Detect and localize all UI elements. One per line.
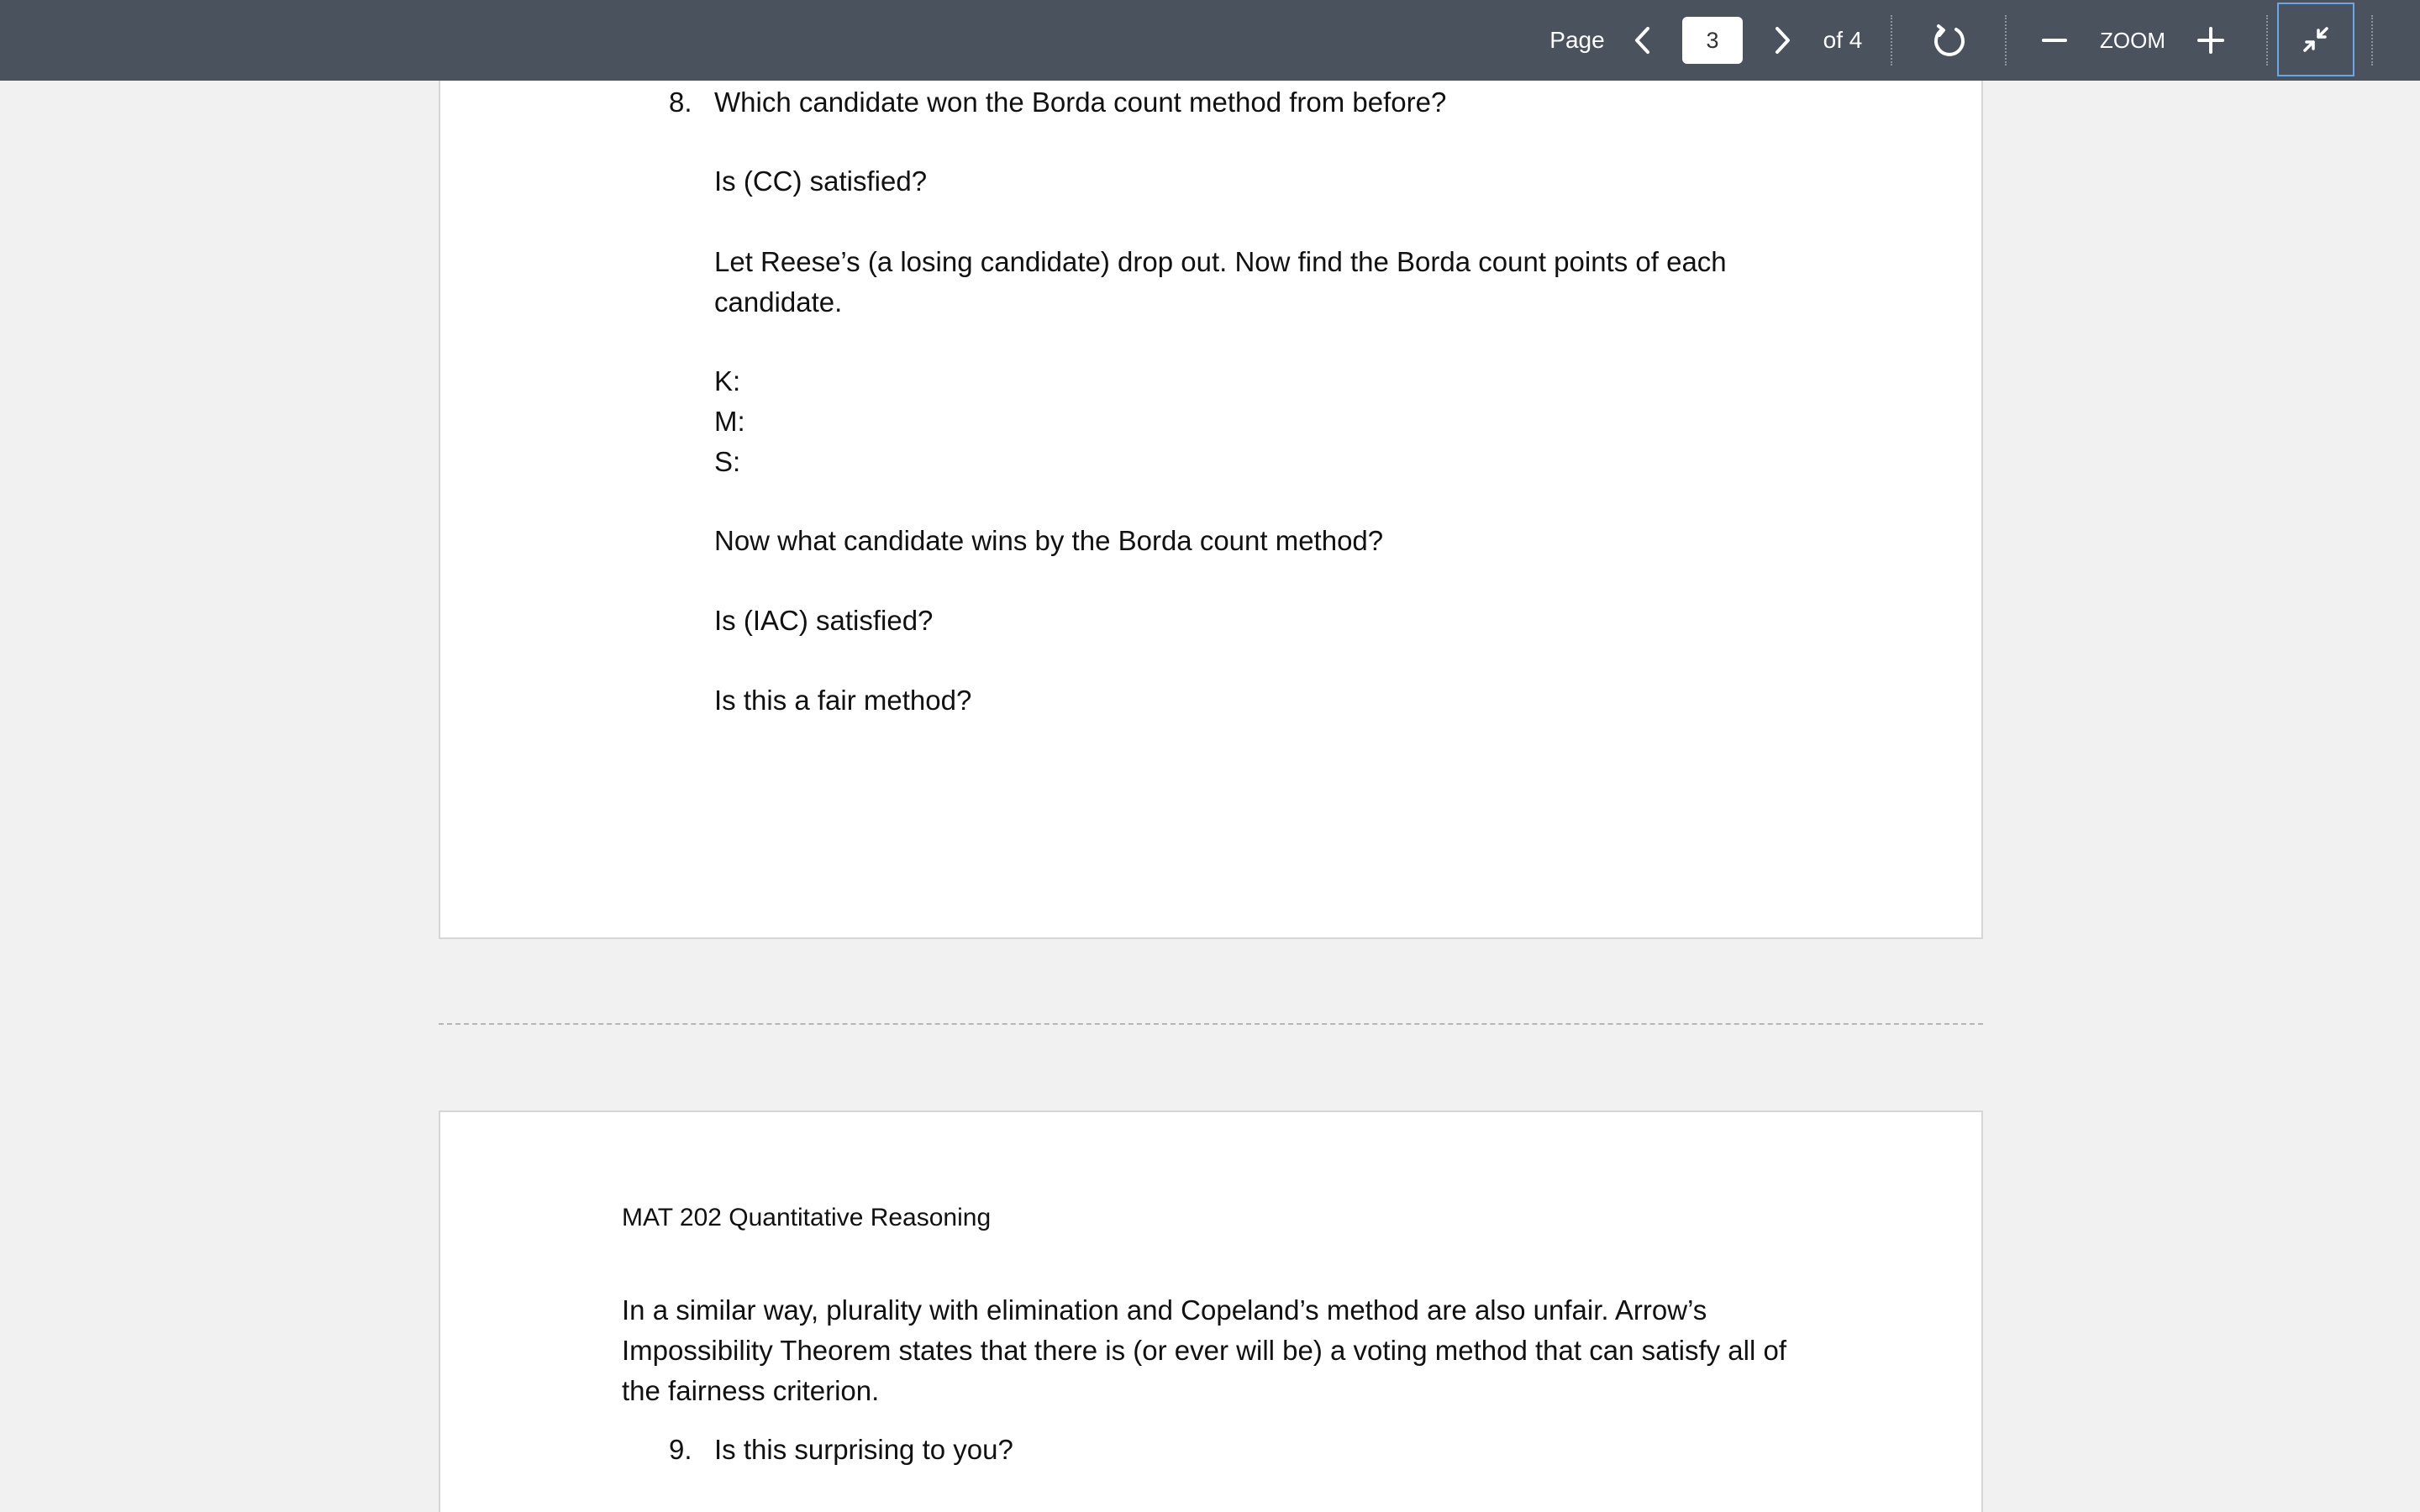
pdf-page-3 — [439, 81, 1983, 939]
arrow-paragraph-line3: the fairness criterion. — [622, 1375, 880, 1406]
question-8-number: 8. — [669, 87, 692, 118]
iac-question: Is (IAC) satisfied? — [714, 605, 934, 636]
page-number-input[interactable] — [1682, 17, 1743, 64]
reese-instruction-line2: candidate. — [714, 286, 843, 318]
arrow-paragraph-line1: In a similar way, plurality with elimination and Copeland’s method are also unfair. Arrow’s — [622, 1294, 1707, 1326]
reese-instruction-line1: Let Reese’s (a losing candidate) drop out. Now find the Borda count points of each — [714, 246, 1727, 277]
chevron-right-icon — [1772, 25, 1792, 55]
plus-icon — [2196, 26, 2225, 55]
page-label: Page — [1549, 27, 1605, 53]
document-viewer[interactable] — [0, 81, 2420, 1512]
cc-question: Is (CC) satisfied? — [714, 165, 928, 197]
toolbar-separator — [2266, 15, 2268, 66]
exit-fullscreen-button[interactable] — [2277, 3, 2354, 76]
m-points-label: M: — [714, 406, 745, 437]
zoom-out-button[interactable] — [2033, 0, 2075, 81]
zoom-in-button[interactable] — [2188, 0, 2233, 81]
toolbar-separator — [1891, 15, 1892, 66]
s-points-label: S: — [714, 446, 741, 477]
fair-method-question: Is this a fair method? — [714, 685, 972, 716]
pdf-page-4 — [439, 1110, 1983, 1512]
chevron-left-icon — [1633, 25, 1653, 55]
page-count-label: of 4 — [1823, 27, 1863, 53]
question-8-text: Which candidate won the Borda count method from before? — [714, 87, 1447, 118]
previous-page-button[interactable] — [1622, 0, 1664, 81]
borda-winner-question: Now what candidate wins by the Borda count method? — [714, 525, 1384, 556]
page-divider — [439, 1023, 1983, 1025]
zoom-label: ZOOM — [2100, 27, 2165, 53]
k-points-label: K: — [714, 365, 741, 396]
arrow-paragraph-line2: Impossibility Theorem states that there is (or ever will be) a voting method that can satisfy all of — [622, 1335, 1786, 1366]
course-header: MAT 202 Quantitative Reasoning — [622, 1204, 992, 1231]
question-9-number: 9. — [669, 1434, 692, 1465]
minus-icon — [2041, 27, 2068, 54]
rotate-icon — [1931, 22, 1968, 59]
toolbar-separator — [2371, 15, 2373, 66]
pdf-toolbar — [0, 0, 2420, 81]
exit-fullscreen-icon — [2299, 23, 2333, 56]
rotate-button[interactable] — [1926, 0, 1973, 81]
next-page-button[interactable] — [1761, 0, 1803, 81]
toolbar-separator — [2005, 15, 2007, 66]
question-9-text: Is this surprising to you? — [714, 1434, 1013, 1465]
